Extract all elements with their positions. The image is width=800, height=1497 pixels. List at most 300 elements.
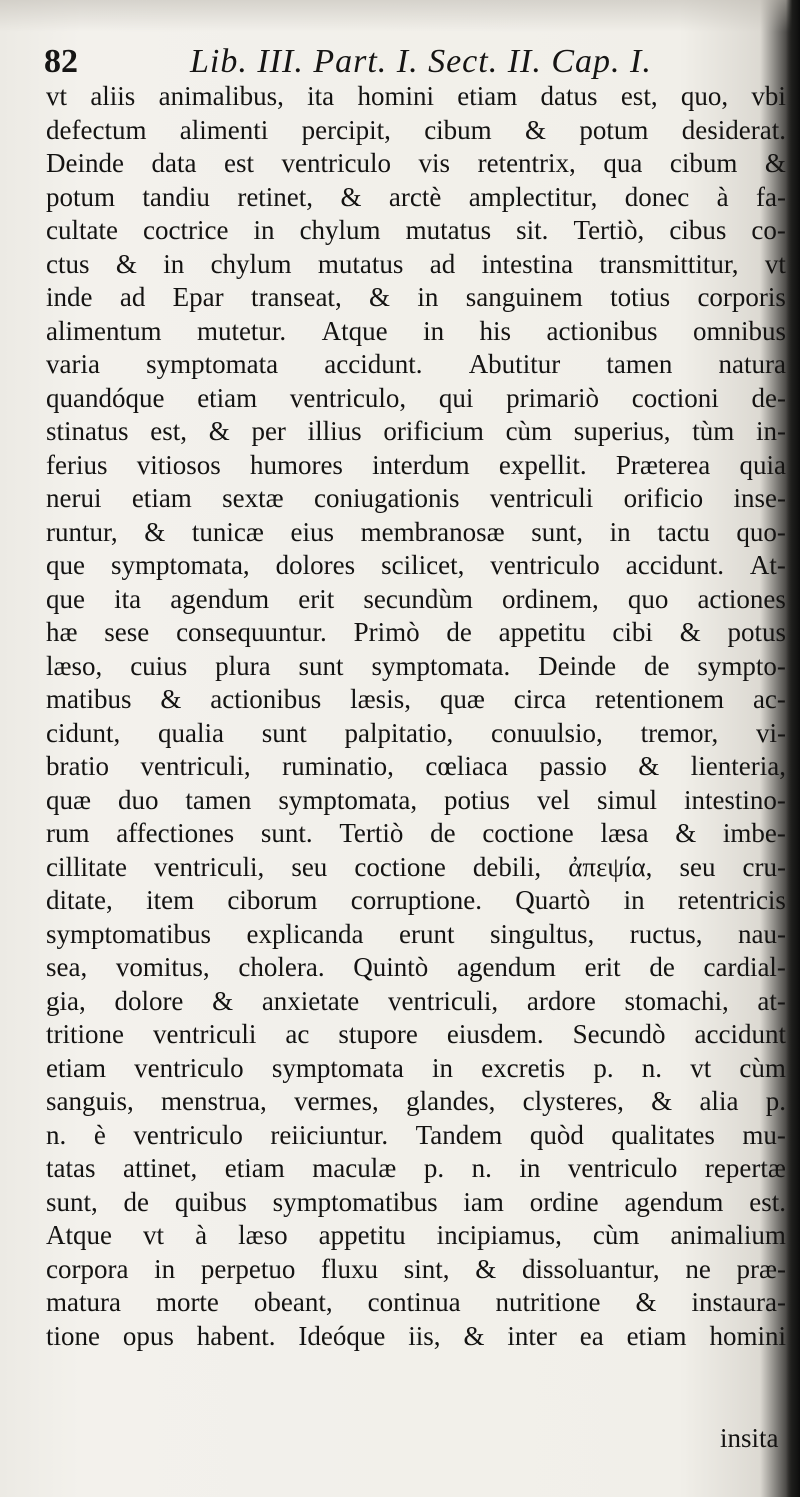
word: alia: [699, 1086, 739, 1116]
word: nerui: [46, 483, 102, 513]
catchword: insita: [720, 1423, 779, 1453]
word: quibus: [174, 1186, 247, 1217]
word: &: [144, 516, 166, 547]
word: &: [463, 1320, 485, 1351]
word: de: [649, 952, 675, 982]
word: cibum: [669, 148, 738, 178]
word: at-: [757, 985, 786, 1016]
word: anxietate: [261, 985, 360, 1016]
word: illius: [307, 416, 362, 446]
word: à: [195, 1220, 208, 1250]
word: &: [679, 617, 701, 647]
word: palpitatio,: [344, 717, 454, 748]
word: Præterea: [615, 449, 711, 480]
word: lienteria,: [690, 751, 786, 781]
word: appetitu: [498, 617, 586, 647]
word: sunt,: [531, 516, 584, 547]
word: in: [423, 315, 445, 346]
word: consequuntur.: [176, 617, 327, 647]
text-line: [46, 415, 786, 449]
word: de: [644, 650, 670, 681]
word: alimentum: [46, 315, 162, 346]
word: transeat,: [250, 282, 342, 312]
word: gia,: [46, 985, 86, 1016]
word: tritione: [46, 1019, 124, 1049]
word: percipit,: [301, 114, 391, 145]
text-line: [46, 817, 786, 851]
word: ventriculo: [567, 1153, 678, 1183]
word: ventriculi: [489, 483, 594, 513]
word: sunt: [261, 717, 307, 748]
word: erit: [584, 952, 621, 982]
text-line: [46, 851, 786, 885]
word: clysteres,: [522, 1086, 624, 1116]
word: ventriculi,: [387, 985, 499, 1016]
word: mutatus: [405, 215, 492, 245]
text-line: [46, 616, 786, 650]
word: his: [479, 315, 512, 346]
word: dissoluantur,: [521, 1253, 660, 1284]
word: incipiamus,: [436, 1220, 562, 1250]
word: dolores: [275, 550, 356, 580]
word: coniugationis: [314, 483, 460, 513]
word: retentrix,: [477, 148, 576, 178]
word: est.: [749, 1186, 786, 1217]
word: que: [46, 550, 85, 580]
word: excretis: [481, 1052, 566, 1083]
word: cibum: [424, 114, 492, 145]
word: scilicet,: [381, 550, 465, 580]
word: cardial-: [703, 952, 786, 982]
word: continua: [367, 1287, 461, 1317]
text-line: [46, 214, 786, 248]
word: actiones: [697, 583, 786, 614]
word: est,: [150, 416, 187, 446]
word: in: [154, 1253, 176, 1284]
word: accidunt: [694, 1019, 786, 1049]
text-line: [46, 1152, 786, 1186]
word: vi-: [755, 717, 786, 748]
word: stupore: [338, 1019, 418, 1049]
word: per: [251, 416, 286, 446]
word: symptomata,: [110, 550, 250, 580]
word: quæ: [439, 684, 485, 714]
word: ventriculo: [133, 1119, 243, 1150]
word: à: [716, 181, 729, 212]
word: potius: [444, 784, 511, 815]
word: matura: [46, 1287, 121, 1317]
text-line: [46, 1085, 786, 1119]
text-line: [46, 650, 786, 684]
word: &: [675, 818, 697, 848]
text-line: [46, 281, 786, 315]
word: &: [212, 985, 234, 1016]
page-top-shadow: [0, 0, 800, 32]
word: de: [446, 617, 472, 647]
word: interdum: [372, 449, 470, 480]
word: in: [609, 516, 631, 547]
word: in: [519, 1153, 541, 1183]
word: vis: [418, 148, 451, 178]
text-line: [46, 80, 786, 114]
word: p.: [765, 1086, 786, 1116]
word: menstrua,: [161, 1086, 267, 1116]
word: ita: [307, 81, 335, 111]
word: sint,: [403, 1253, 450, 1284]
word: ac-: [752, 684, 786, 714]
word: ventriculo: [134, 1052, 244, 1083]
word: vbi: [751, 81, 786, 111]
word: retinet,: [237, 181, 314, 212]
word: læso: [238, 1220, 288, 1250]
word: runtur,: [46, 516, 118, 547]
word: &: [525, 114, 547, 145]
word: homini: [709, 1320, 786, 1351]
word: tatas: [46, 1153, 96, 1183]
word: membranosæ: [360, 516, 505, 547]
word: retentionem: [595, 684, 725, 714]
word: &: [651, 1086, 673, 1116]
word: in: [432, 1052, 454, 1083]
word: tremor,: [640, 717, 719, 748]
word: varia: [46, 349, 100, 379]
word: n.: [641, 1052, 663, 1083]
word: ventriculo,: [289, 382, 407, 413]
word: cultate: [46, 215, 118, 245]
word: vel: [537, 784, 571, 815]
word: mu-: [742, 1119, 786, 1150]
word: accidunt.: [625, 550, 724, 580]
word: Deinde: [46, 148, 124, 178]
word: qualia: [158, 717, 224, 748]
word: chylum: [299, 215, 381, 245]
word: passio: [539, 751, 607, 781]
word: iis,: [408, 1320, 441, 1351]
word: vt: [764, 248, 786, 279]
word: ditate,: [46, 885, 113, 915]
word: læsis,: [350, 684, 411, 714]
word: inter: [507, 1320, 557, 1351]
word: potus: [727, 617, 786, 647]
word: sanguinem: [465, 282, 583, 312]
word: sunt.: [260, 818, 313, 848]
word: secundùm: [363, 583, 473, 614]
word: &: [208, 416, 230, 446]
text-line: [46, 884, 786, 918]
word: glandes,: [406, 1086, 496, 1116]
word: natura: [718, 349, 786, 379]
word: circa: [513, 684, 567, 714]
word: duo: [117, 784, 159, 815]
word: symptomatibus: [46, 918, 212, 949]
word: potum: [46, 181, 116, 212]
word: co-: [751, 215, 786, 245]
word: hæ: [46, 617, 78, 647]
word: appetitu: [318, 1220, 406, 1250]
word: ad: [429, 248, 456, 279]
word: symptomata.: [371, 650, 511, 681]
word: corpora: [46, 1253, 129, 1284]
book-spine-edge: [786, 0, 800, 1497]
word: ordinem,: [501, 583, 599, 614]
word: n.: [46, 1119, 67, 1150]
word: cru-: [742, 851, 786, 882]
word: læsa: [600, 818, 649, 848]
text-line: [46, 583, 786, 617]
word: ventriculi,: [154, 851, 265, 882]
word: in: [417, 282, 439, 312]
word: tactu: [657, 516, 710, 547]
word: morte: [155, 1287, 219, 1317]
word: &: [340, 181, 362, 212]
word: Ideóque: [298, 1320, 386, 1351]
word: tandiu: [142, 181, 210, 212]
word: inse-: [733, 483, 786, 513]
word: ἀπεψία,: [568, 851, 653, 882]
word: sextæ: [222, 483, 284, 513]
word: qua: [603, 148, 643, 178]
text-line: [46, 951, 786, 985]
word: seu: [679, 851, 716, 882]
word: Tandem: [415, 1119, 503, 1150]
word: ventriculi: [152, 1019, 257, 1049]
word: explicanda: [246, 918, 364, 949]
word: p.: [423, 1153, 445, 1183]
word: tione: [46, 1320, 100, 1351]
word: item: [146, 885, 195, 915]
word: singultus,: [489, 918, 595, 949]
word: ea: [579, 1320, 604, 1351]
word: symptomatibus: [272, 1186, 438, 1217]
text-line: [46, 784, 786, 818]
word: stomachi,: [624, 985, 729, 1016]
word: qui: [438, 382, 474, 413]
word: coctioni: [631, 382, 719, 413]
word: de-: [751, 382, 786, 413]
word: etiam: [626, 1320, 687, 1351]
word: fluxu: [321, 1253, 379, 1284]
text-line: [46, 114, 786, 148]
word: in: [623, 885, 645, 915]
word: maculæ: [312, 1153, 397, 1183]
word: de: [430, 818, 456, 848]
word: arctè: [388, 181, 442, 212]
word: Quartò: [515, 885, 591, 915]
text-line: [46, 348, 786, 382]
word: Tertiò,: [573, 215, 645, 245]
word: &: [115, 248, 137, 279]
word: homini: [357, 81, 434, 111]
word: tamen: [606, 349, 673, 379]
word: iam: [463, 1186, 504, 1217]
word: amplectitur,: [468, 181, 598, 212]
word: affectiones: [116, 818, 235, 848]
word: corporis: [697, 282, 786, 312]
word: coctrice: [143, 215, 229, 245]
word: Tertiò: [339, 818, 404, 848]
word: instaura-: [691, 1287, 786, 1317]
word: quo: [627, 583, 669, 614]
word: etiam: [131, 483, 192, 513]
text-line: [46, 449, 786, 483]
word: in-: [756, 416, 786, 446]
word: etiam: [457, 81, 518, 111]
word: que: [46, 583, 85, 614]
word: sit.: [516, 215, 549, 245]
word: expellit.: [498, 449, 587, 480]
word: sese: [104, 617, 150, 647]
word: Atque: [321, 315, 388, 346]
text-line: [46, 1320, 786, 1354]
page-number: 82: [44, 43, 78, 80]
word: ita: [114, 583, 142, 614]
word: tamen: [185, 784, 252, 815]
word: cuius: [130, 650, 188, 681]
word: Epar: [172, 282, 224, 312]
text-line: [46, 1119, 786, 1153]
word: est,: [620, 81, 658, 111]
word: orificium: [383, 416, 484, 446]
word: de: [123, 1186, 150, 1217]
word: accidunt.: [324, 349, 423, 379]
word: bratio: [46, 751, 109, 781]
word: intestino-: [683, 784, 786, 815]
word: quo,: [680, 81, 729, 111]
word: agendum: [624, 1186, 724, 1217]
word: actionibus: [546, 315, 658, 346]
running-head: Lib. III. Part. I. Sect. II. Cap. I.: [190, 43, 652, 80]
word: alimenti: [179, 114, 269, 145]
text-line: [46, 147, 786, 181]
word: symptomata,: [278, 784, 418, 815]
text-line: [46, 482, 786, 516]
word: ventriculo: [281, 148, 392, 178]
word: chylum: [210, 248, 292, 279]
word: Deinde: [538, 650, 617, 681]
text-line: [46, 549, 786, 583]
word: cibi: [612, 617, 653, 647]
text-line: [46, 985, 786, 1019]
word: erunt: [398, 918, 455, 949]
text-line: [46, 1219, 786, 1253]
text-line: [46, 918, 786, 952]
word: cùm: [739, 1052, 786, 1083]
word: &: [635, 1287, 657, 1317]
word: imbe-: [722, 818, 786, 848]
word: seu: [291, 851, 328, 882]
word: n.: [471, 1153, 492, 1183]
word: eiusdem.: [446, 1019, 544, 1049]
word: reiiciuntur.: [270, 1119, 389, 1150]
word: cibus: [669, 215, 727, 245]
word: fa-: [756, 181, 786, 212]
text-line: [46, 1018, 786, 1052]
text-line: [46, 717, 786, 751]
word: cœliaca: [425, 751, 508, 781]
word: habent.: [196, 1320, 276, 1351]
word: coctione: [482, 818, 574, 848]
word: nutritione: [495, 1287, 601, 1317]
text-line: [46, 516, 786, 550]
text-line: [46, 750, 786, 784]
word: attinet,: [123, 1153, 198, 1183]
word: rum: [46, 818, 90, 848]
word: ac: [285, 1019, 310, 1049]
word: obeant,: [253, 1287, 333, 1317]
word: coctione: [354, 851, 446, 882]
text-line: [46, 1186, 786, 1220]
word: simul: [596, 784, 657, 815]
word: repertæ: [704, 1153, 786, 1183]
word: &: [160, 684, 182, 714]
word: transmittitur,: [599, 248, 739, 279]
word: sunt,: [46, 1186, 98, 1217]
word: symptomata: [271, 1052, 404, 1083]
word: mutatus: [317, 248, 404, 279]
word: p.: [593, 1052, 614, 1083]
word: cùm: [592, 1220, 640, 1250]
word: primariò: [506, 382, 600, 413]
word: datus: [540, 81, 598, 111]
word: ferius: [46, 449, 108, 480]
word: defectum: [46, 114, 147, 145]
word: &: [369, 282, 391, 312]
word: ne: [685, 1253, 711, 1284]
word: vitiosos: [136, 449, 221, 480]
word: aliis: [90, 81, 136, 111]
word: ructus,: [629, 918, 703, 949]
word: humores: [249, 449, 343, 480]
word: Atque: [46, 1220, 112, 1250]
word: Quintò: [353, 952, 429, 982]
word: quòd: [529, 1119, 584, 1150]
word: debili,: [472, 851, 542, 882]
word: totius: [610, 282, 671, 312]
word: tùm: [692, 416, 735, 446]
word: agendum: [456, 952, 556, 982]
word: animalium: [670, 1220, 786, 1250]
word: ventriculo: [490, 550, 600, 580]
word: orificio: [623, 483, 704, 513]
word: nau-: [737, 918, 786, 949]
word: qualitates: [611, 1119, 715, 1150]
word: ardore: [526, 985, 596, 1016]
word: donec: [624, 181, 690, 212]
text-line: [46, 382, 786, 416]
word: erit: [298, 583, 335, 614]
word: agendum: [170, 583, 270, 614]
text-line: [46, 1286, 786, 1320]
word: mutetur.: [196, 315, 287, 346]
word: in: [253, 215, 275, 245]
word: plura: [215, 650, 271, 681]
word: vomitus,: [115, 952, 210, 982]
text-line: [46, 181, 786, 215]
word: omnibus: [692, 315, 786, 346]
word: intestina: [481, 248, 574, 279]
word: quandóque: [46, 382, 165, 413]
word: sunt: [298, 650, 344, 681]
word: animalibus,: [158, 81, 284, 111]
word: inde: [46, 282, 93, 312]
word: corruptione.: [350, 885, 482, 915]
word: dolore: [114, 985, 184, 1016]
word: quia: [739, 449, 786, 480]
word: ventriculi,: [140, 751, 251, 781]
word: vt: [46, 81, 68, 111]
word: etiam: [197, 382, 258, 413]
word: sympto-: [697, 650, 786, 681]
